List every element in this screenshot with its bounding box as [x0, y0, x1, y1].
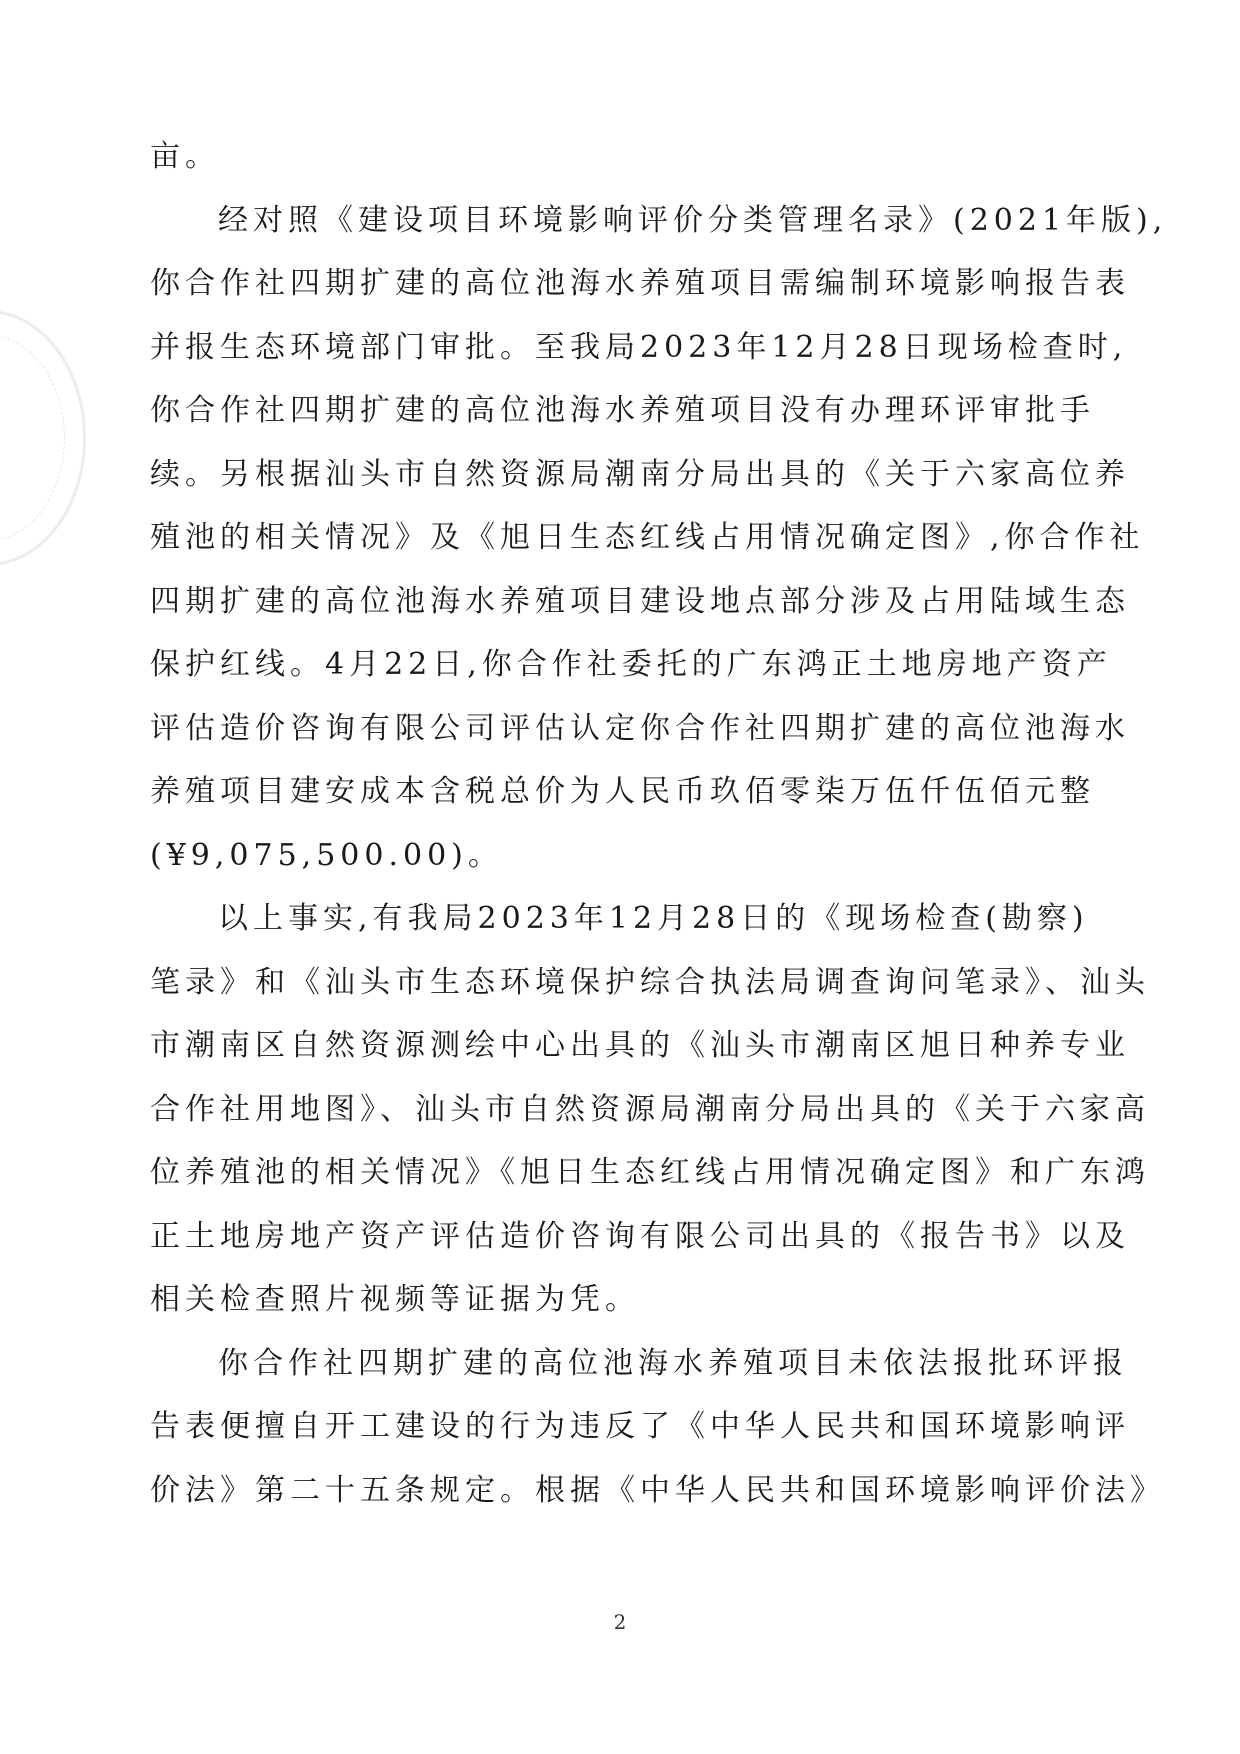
text-line: 续。另根据汕头市自然资源局潮南分局出具的《关于六家高位养	[150, 456, 1130, 492]
text-line: 市潮南区自然资源测绘中心出具的《汕头市潮南区旭日种养专业	[150, 1028, 1130, 1063]
text-line: 评估造价咨询有限公司评估认定你合作社四期扩建的高位池海水	[150, 710, 1130, 746]
text-line: 保护红线。4月22日,你合作社委托的广东鸿正土地房地产资产	[150, 647, 1112, 682]
text-line: 养殖项目建安成本含税总价为人民币玖佰零柒万伍仟伍佰元整	[150, 774, 1095, 809]
text-line: (¥9,075,500.00)。	[150, 837, 503, 873]
text-line: 位养殖池的相关情况》《旭日生态红线占用情况确定图》和广东鸿	[150, 1155, 1150, 1190]
text-line: 价法》第二十五条规定。根据《中华人民共和国环境影响评价法》	[150, 1472, 1165, 1508]
text-line: 你合作社四期扩建的高位池海水养殖项目需编制环境影响报告表	[150, 266, 1130, 301]
text-line: 正土地房地产资产评估造价咨询有限公司出具的《报告书》以及	[150, 1218, 1130, 1254]
text-line: 并报生态环境部门审批。至我局2023年12月28日现场检查时,	[150, 329, 1128, 365]
text-line: 笔录》和《汕头市生态环境保护综合执法局调查询问笔录》、汕头	[150, 964, 1150, 1000]
paragraph-start-line: 以上事实,有我局2023年12月28日的《现场检查(勘察)	[218, 901, 1089, 936]
paragraph-start-line: 你合作社四期扩建的高位池海水养殖项目未依法报批环评报	[218, 1345, 1128, 1381]
text-line: 合作社用地图》、汕头市自然资源局潮南分局出具的《关于六家高	[150, 1091, 1150, 1127]
seal-inner-ring	[0, 335, 65, 541]
paragraph-start-line: 经对照《建设项目环境影响评价分类管理名录》(2021年版),	[218, 202, 1168, 238]
text-line: 相关检查照片视频等证据为凭。	[150, 1282, 640, 1317]
official-seal-fragment	[0, 310, 86, 566]
document-body	[150, 125, 1168, 1522]
text-line: 告表便擅自开工建设的行为违反了《中华人民共和国环境影响评	[150, 1409, 1130, 1444]
text-line: 亩。	[150, 139, 220, 174]
text-line: 殖池的相关情况》及《旭日生态红线占用情况确定图》,你合作社	[150, 520, 1145, 555]
text-line: 你合作社四期扩建的高位池海水养殖项目没有办理环评审批手	[150, 393, 1095, 428]
text-line: 四期扩建的高位池海水养殖项目建设地点部分涉及占用陆域生态	[150, 583, 1130, 619]
page-number: 2	[613, 1610, 627, 1634]
